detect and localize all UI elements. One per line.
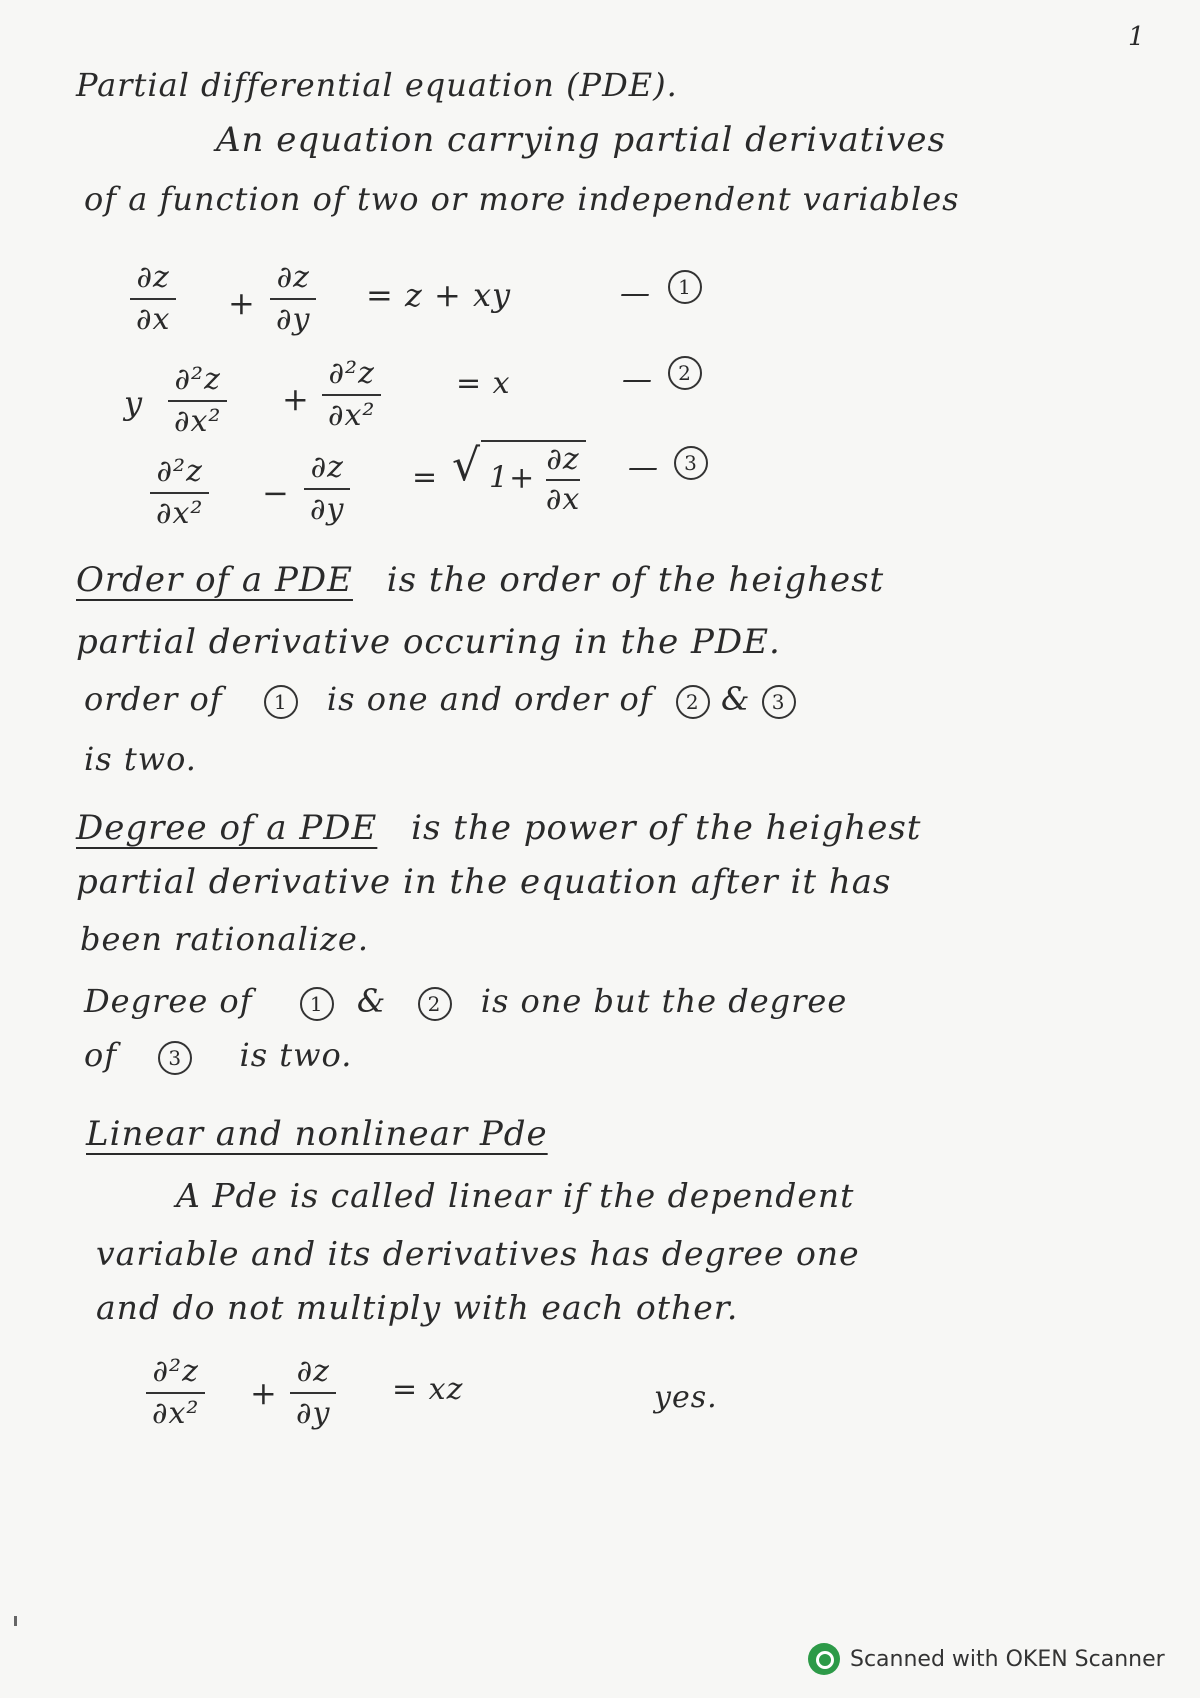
eq2-term1-num: ∂²z xyxy=(174,362,221,397)
radical-sign: √ xyxy=(452,440,482,491)
eq3-term2 xyxy=(304,452,350,525)
scanner-watermark xyxy=(808,1643,1165,1675)
eq3-sqrt xyxy=(452,440,586,515)
radicand-den: ∂x xyxy=(545,481,581,517)
ampersand: & xyxy=(356,982,387,1020)
eq3-dash: — xyxy=(628,450,659,485)
degree-line-4-a: Degree of xyxy=(84,982,253,1020)
degree-line-1-rest: is the power of the heighest xyxy=(411,808,922,848)
watermark-text: Scanned with OKEN Scanner xyxy=(850,1646,1165,1672)
eq2-operator: + xyxy=(282,380,310,418)
order-line-2: partial derivative occuring in the PDE. xyxy=(76,622,781,662)
fraction-bar xyxy=(146,1392,205,1394)
eq2-term2-den: ∂x² xyxy=(328,397,376,433)
ref-3: 3 xyxy=(158,1041,192,1075)
eq2-label: 2 xyxy=(668,356,702,390)
example-term2-num: ∂z xyxy=(296,1354,330,1389)
eq1-term1 xyxy=(130,262,176,335)
order-line-3 xyxy=(84,680,796,719)
ref-1: 1 xyxy=(264,685,298,719)
eq1-rhs: = z + xy xyxy=(366,276,512,314)
fraction-bar xyxy=(322,394,381,396)
eq2-term1-den: ∂x² xyxy=(174,403,222,439)
order-term: Order of a PDE xyxy=(76,560,353,600)
linear-heading: Linear and nonlinear Pde xyxy=(86,1114,548,1154)
example-term1-den: ∂x² xyxy=(152,1395,200,1431)
order-line-1-rest: is the order of the heighest xyxy=(386,560,885,600)
linear-line-3: and do not multiply with each other. xyxy=(96,1288,739,1327)
fraction-bar xyxy=(150,492,209,494)
radicand-prefix: 1+ xyxy=(489,460,536,496)
fraction-bar xyxy=(270,298,316,300)
radicand-fraction xyxy=(546,444,580,515)
fraction-bar xyxy=(168,400,227,402)
degree-line-5-b: is two. xyxy=(239,1036,353,1074)
example-term2-den: ∂y xyxy=(296,1395,331,1431)
ref-2: 2 xyxy=(418,987,452,1021)
eq3-term2-num: ∂z xyxy=(310,450,344,485)
eq2-dash: — xyxy=(622,362,653,397)
page-title: Partial differential equation (PDE). xyxy=(76,66,678,104)
eq2-coefficient: y xyxy=(124,384,144,422)
degree-line-3: been rationalize. xyxy=(80,920,369,958)
order-line-1 xyxy=(76,560,884,600)
eq1-term2-num: ∂z xyxy=(276,260,310,295)
linear-line-2: variable and its derivatives has degree one xyxy=(96,1234,860,1273)
eq3-term1-num: ∂²z xyxy=(156,454,203,489)
order-line-4: is two. xyxy=(84,740,197,778)
definition-line-1: An equation carrying partial derivatives xyxy=(216,120,946,160)
eq2-rhs: = x xyxy=(456,366,511,401)
scan-mark xyxy=(14,1616,17,1626)
eq1-label: 1 xyxy=(668,270,702,304)
definition-line-2: of a function of two or more independent variables xyxy=(84,180,960,218)
order-line-3-b: is one and order of xyxy=(326,680,653,718)
degree-line-5 xyxy=(84,1036,352,1075)
fraction-bar xyxy=(130,298,176,300)
example-rhs: = xz xyxy=(392,1372,464,1407)
eq3-term2-den: ∂y xyxy=(310,491,345,527)
ref-1: 1 xyxy=(300,987,334,1021)
example-answer: yes. xyxy=(654,1380,718,1415)
degree-line-2: partial derivative in the equation after it has xyxy=(76,862,892,902)
eq3-equals: = xyxy=(412,460,439,495)
ampersand: & xyxy=(720,680,751,718)
eq3-operator: − xyxy=(262,474,290,512)
eq1-term2-den: ∂y xyxy=(276,301,311,337)
ref-2: 2 xyxy=(676,685,710,719)
fraction-bar xyxy=(304,488,350,490)
radicand xyxy=(481,440,586,515)
eq1-operator: + xyxy=(228,284,256,322)
eq1-term1-num: ∂z xyxy=(136,260,170,295)
eq2-term1 xyxy=(168,364,227,437)
degree-term: Degree of a PDE xyxy=(76,808,378,848)
page-number: 1 xyxy=(1128,22,1146,52)
example-term1 xyxy=(146,1356,205,1429)
eq2-term2 xyxy=(322,358,381,431)
order-line-3-a: order of xyxy=(84,680,223,718)
example-term2 xyxy=(290,1356,336,1429)
ref-3: 3 xyxy=(762,685,796,719)
eq3-term1-den: ∂x² xyxy=(156,495,204,531)
fraction-bar xyxy=(546,479,580,481)
fraction-bar xyxy=(290,1392,336,1394)
radicand-num: ∂z xyxy=(546,442,580,477)
eq1-term1-den: ∂x xyxy=(136,301,171,337)
example-term1-num: ∂²z xyxy=(152,1354,199,1389)
example-operator: + xyxy=(250,1374,278,1412)
eq3-term1 xyxy=(150,456,209,529)
degree-line-4-b: is one but the degree xyxy=(480,982,848,1020)
eq2-term2-num: ∂²z xyxy=(328,356,375,391)
oken-logo-icon xyxy=(808,1643,840,1675)
eq1-term2 xyxy=(270,262,316,335)
degree-line-1 xyxy=(76,808,921,848)
degree-line-5-a: of xyxy=(84,1036,118,1074)
eq1-dash: — xyxy=(620,276,651,311)
degree-line-4 xyxy=(84,982,847,1021)
eq3-label: 3 xyxy=(674,446,708,480)
linear-line-1: A Pde is called linear if the dependent xyxy=(176,1176,855,1215)
